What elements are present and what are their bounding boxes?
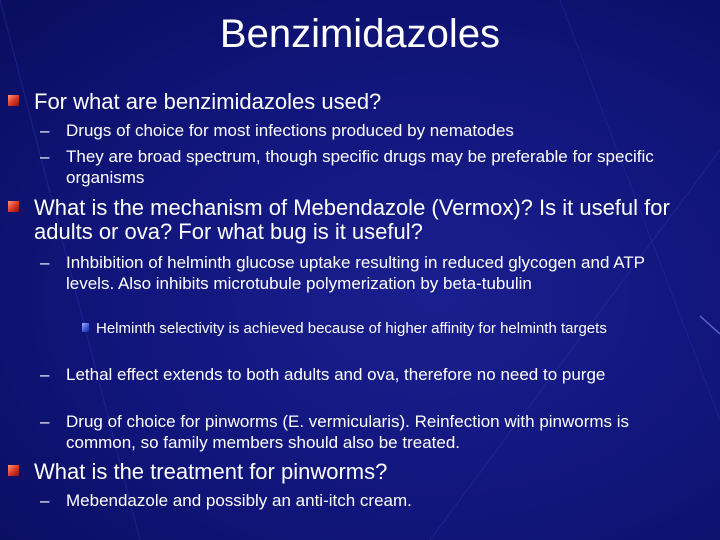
dash-bullet: – xyxy=(40,491,50,510)
square-bullet-icon xyxy=(8,465,19,476)
sub-sub-bullet-text: Helminth selectivity is achieved because of higher affinity for helminth targets xyxy=(96,320,607,337)
square-bullet-icon xyxy=(8,201,19,212)
dash-bullet: – xyxy=(40,121,50,140)
sub-bullet-text: Lethal effect extends to both adults and ova, therefore no need to purge xyxy=(66,365,606,384)
bullet-text: For what are benzimidazoles used? xyxy=(34,89,382,114)
bullet-text: What is the mechanism of Mebendazole (Vermox)? Is it useful for adults or ova? For what bug is it useful? xyxy=(34,195,670,244)
small-square-bullet-icon xyxy=(82,323,89,332)
sub-bullet-text: Drugs of choice for most infections produced by nematodes xyxy=(66,121,514,140)
slide-title: Benzimidazoles xyxy=(219,12,501,56)
sub-bullet-text: They are broad spectrum, though specific drugs may be preferable for specific organisms xyxy=(66,147,654,187)
dash-bullet: – xyxy=(40,365,50,384)
square-bullet-icon xyxy=(8,95,19,106)
sub-bullet-text: Inhbibition of helminth glucose uptake resulting in reduced glycogen and ATP levels. Also inhibits microtubule polymerization by beta-tubulin xyxy=(66,253,645,293)
sub-bullet-text: Mebendazole and possibly an anti-itch cream. xyxy=(66,491,412,510)
dash-bullet: – xyxy=(40,253,50,272)
dash-bullet: – xyxy=(40,147,50,166)
bullet-text: What is the treatment for pinworms? xyxy=(34,459,388,484)
dash-bullet: – xyxy=(40,412,50,431)
sub-bullet-text: Drug of choice for pinworms (E. vermicularis). Reinfection with pinworms is common, so family members should also be treated. xyxy=(66,412,630,452)
